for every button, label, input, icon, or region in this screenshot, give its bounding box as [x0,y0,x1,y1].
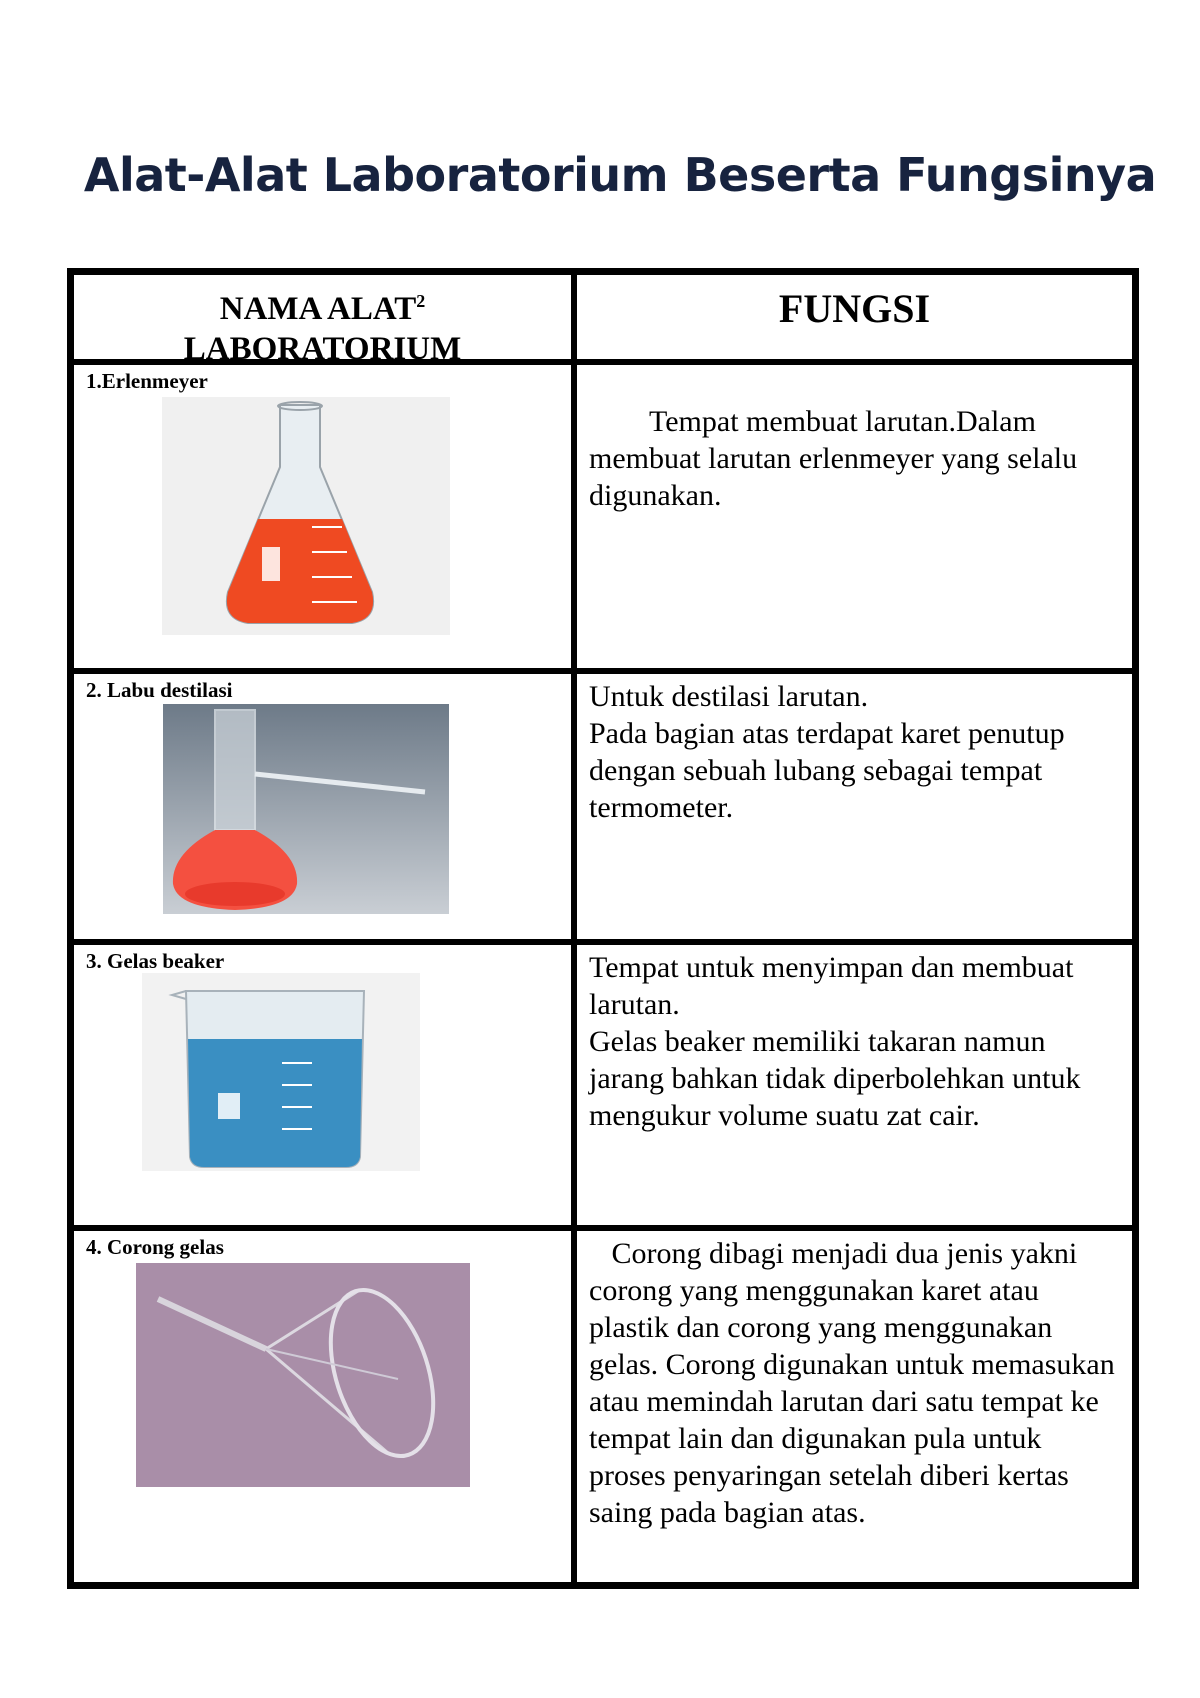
page-title: Alat-Alat Laboratorium Beserta Fungsinya [83,148,1157,202]
glass-funnel-photo [136,1263,470,1487]
row-1-function-text: Tempat membuat larutan.Dalam membuat larutan erlenmeyer yang selalu digunakan. [589,405,1078,512]
row-2-function-line1: Untuk destilasi larutan. [589,680,869,713]
row-2-function-line2: Pada bagian atas terdapat karet penutup dengan sebuah lubang sebagai tempat termometer. [589,717,1065,824]
row-3-function-line2: Gelas beaker memiliki takaran namun jarang bahkan tidak diperbolehkan untuk mengukur volume suatu zat cair. [589,1025,1081,1132]
header-function-column [577,275,1132,359]
row-4-name-cell [74,1231,571,1582]
row-4-function-cell [577,1231,1132,1582]
erlenmeyer-flask-photo [162,397,450,635]
row-3-label: 3. Gelas beaker [86,949,225,973]
header-name-column [74,275,571,359]
header-name-line1: NAMA ALAT [219,291,417,327]
row-3-name-cell [74,945,571,1225]
row-1-label: 1.Erlenmeyer [86,369,208,393]
header-superscript: 2 [416,291,426,311]
header-function-label: FUNGSI [778,286,931,331]
row-3-function-line1: Tempat untuk menyimpan dan membuat larutan. [589,951,1074,1021]
row-2-name-cell [74,674,571,939]
beaker-photo [142,973,420,1171]
header-name-line2: LABORATORIUM [183,331,462,359]
row-3-function-cell [577,945,1132,1225]
row-1-name-cell [74,365,571,668]
row-4-function-text: Corong dibagi menjadi dua jenis yakni corong yang menggunakan karet atau plastik dan corong yang menggunakan gelas. Corong digunakan untuk memasukan atau memindah larutan dari satu tempat ke tempat lain dan digunakan pula untuk proses penyaringan setelah diberi kertas saing pada bagian atas. [589,1237,1115,1529]
row-2-label: 2. Labu destilasi [86,678,233,702]
row-1-function-cell [577,365,1132,668]
lab-tools-table [67,268,1139,1589]
row-4-label: 4. Corong gelas [86,1235,224,1259]
distillation-flask-photo [163,704,449,914]
row-2-function-cell [577,674,1132,939]
